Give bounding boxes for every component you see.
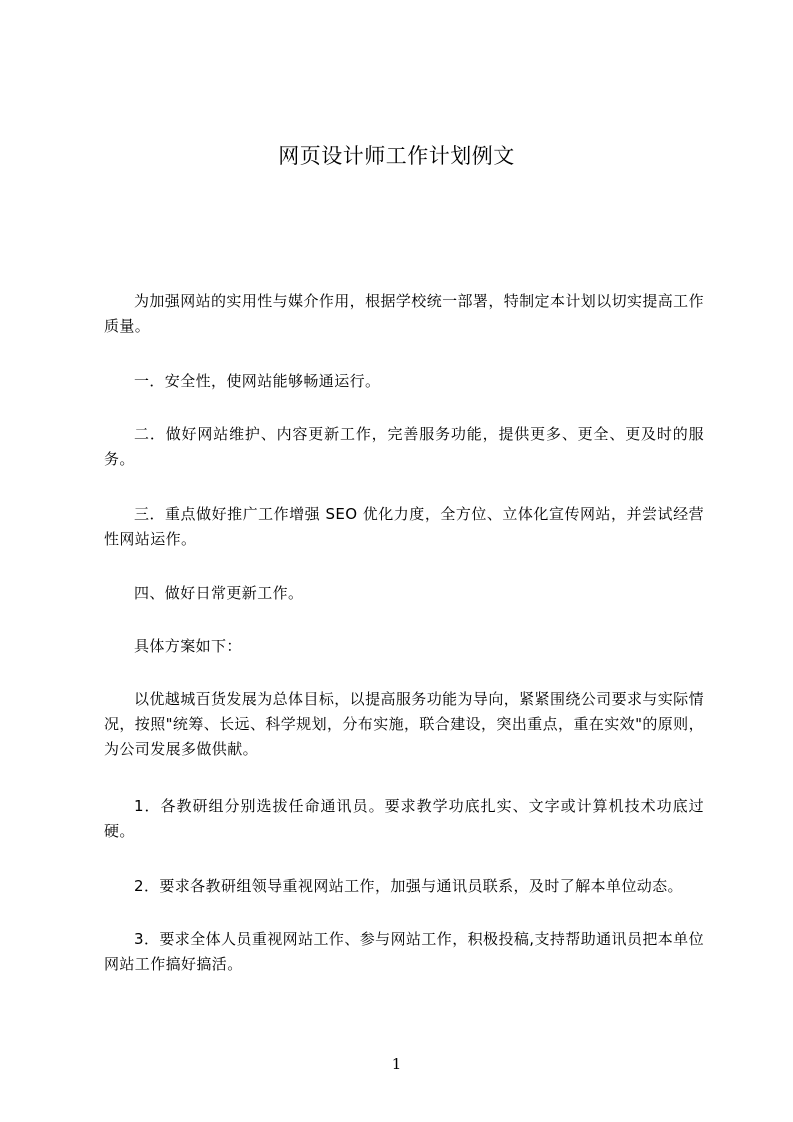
paragraph-plan-goal: 以优越城百货发展为总体目标，以提高服务功能为导向，紧紧围绕公司要求与实际情况，按照"统筹、长远、科学规划，分布实施，联合建设，突出重点，重在实效"的原则，为公司发展多做供献。 bbox=[104, 690, 704, 758]
paragraph-item-4: 四、做好日常更新工作。 bbox=[134, 584, 304, 602]
document-title: 网页设计师工作计划例文 bbox=[278, 144, 515, 168]
paragraph-plan-heading: 具体方案如下： bbox=[134, 637, 242, 655]
paragraph-step-3: 3．要求全体人员重视网站工作、参与网站工作，积极投稿,支持帮助通讯员把本单位网站工作搞好搞活。 bbox=[104, 930, 704, 973]
paragraph-step-1: 1．各教研组分别选拔任命通讯员。要求教学功底扎实、文字或计算机技术功底过硬。 bbox=[104, 797, 704, 840]
paragraph-intro: 为加强网站的实用性与媒介作用，根据学校统一部署，特制定本计划以切实提高工作质量。 bbox=[104, 292, 704, 335]
paragraph-item-3: 三．重点做好推广工作增强 SEO 优化力度，全方位、立体化宣传网站，并尝试经营性网站运作。 bbox=[104, 505, 704, 548]
paragraph-step-2: 2．要求各教研组领导重视网站工作，加强与通讯员联系，及时了解本单位动态。 bbox=[134, 877, 683, 895]
paragraph-item-1: 一．安全性，使网站能够畅通运行。 bbox=[134, 372, 381, 390]
page-number: 1 bbox=[391, 1055, 402, 1073]
paragraph-item-2: 二．做好网站维护、内容更新工作，完善服务功能，提供更多、更全、更及时的服务。 bbox=[104, 425, 704, 468]
